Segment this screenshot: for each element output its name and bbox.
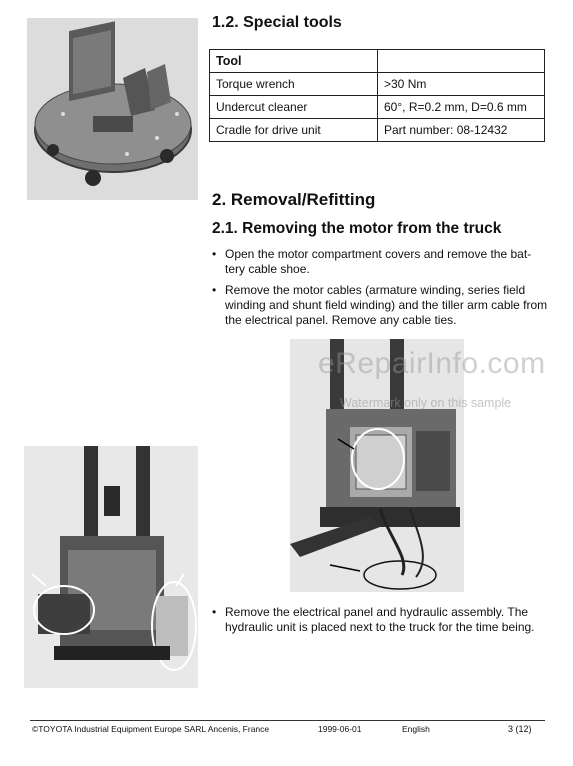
bullet-icon: •: [212, 283, 217, 297]
step-text: Remove the motor cables (armature winding, series field winding and shunt field winding) and the tiller arm cable from the electrical panel. Remove any cable ties.: [225, 283, 548, 327]
table-row: [210, 73, 545, 96]
footer-date: 1999-06-01: [318, 724, 362, 734]
footer-divider: [30, 720, 545, 721]
table-row: [210, 96, 545, 119]
table-cell: Torque wrench: [210, 73, 378, 96]
steps-list-top: [210, 247, 550, 334]
footer-language: English: [402, 724, 430, 734]
footer-copyright: ©TOYOTA Industrial Equipment Europe SARL Ancenis, France: [32, 724, 270, 734]
removing-motor-heading: 2.1. Removing the motor from the truck: [212, 220, 502, 237]
table-header-row: [210, 50, 545, 73]
table-cell: >30 Nm: [378, 73, 545, 96]
truck-hydraulic-unit-photo: [24, 446, 198, 688]
table-header-cell: Tool: [210, 50, 378, 73]
table-header-cell: [378, 50, 545, 73]
table-cell: Undercut cleaner: [210, 96, 378, 119]
table-cell: 60°, R=0.2 mm, D=0.6 mm: [378, 96, 545, 119]
step-text: Open the motor compartment covers and remove the bat-tery cable shoe.: [225, 247, 532, 276]
list-item: [210, 605, 550, 635]
table-cell: Cradle for drive unit: [210, 119, 378, 142]
special-tools-table: [209, 49, 545, 142]
special-tools-heading: 1.2. Special tools: [212, 14, 342, 31]
footer-page-number: 3 (12): [508, 724, 532, 734]
steps-list-bottom: [210, 605, 550, 641]
watermark-subtext: Watermark only on this sample: [340, 396, 512, 410]
table-cell: Part number: 08-12432: [378, 119, 545, 142]
cradle-tool-photo: [27, 18, 198, 200]
step-text: Remove the electrical panel and hydraulic assembly. The hydraulic unit is placed next to the truck for the time being.: [225, 605, 535, 634]
list-item: [210, 283, 550, 328]
list-item: [210, 247, 550, 277]
removal-refitting-heading: 2. Removal/Refitting: [212, 190, 376, 209]
table-row: [210, 119, 545, 142]
watermark-text: eRepairInfo.com: [318, 347, 546, 380]
bullet-icon: •: [212, 247, 217, 261]
bullet-icon: •: [212, 605, 217, 619]
